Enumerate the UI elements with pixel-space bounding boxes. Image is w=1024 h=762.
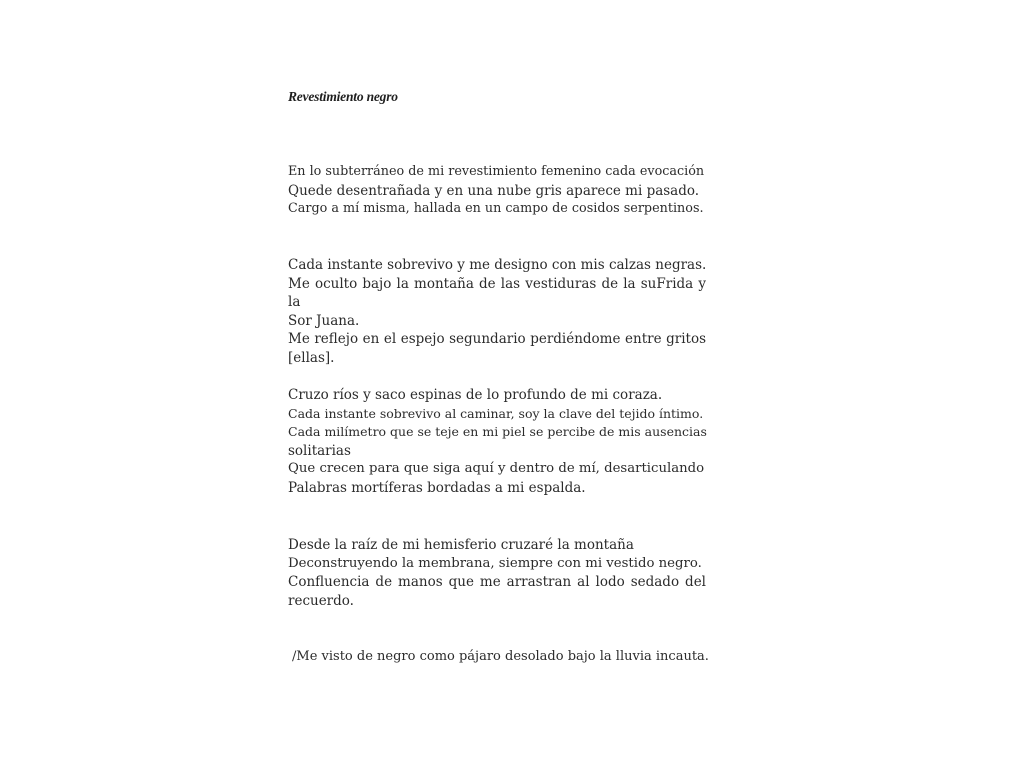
- stanza-3: [288, 386, 706, 498]
- poem-line: Cada instante sobrevivo al caminar, soy la clave del tejido íntimo.: [288, 405, 704, 421]
- poem-line: Sor Juana.: [288, 312, 360, 329]
- poem-line: Cruzo ríos y saco espinas de lo profundo de mi coraza.: [288, 387, 663, 403]
- poem-line: Palabras mortíferas bordadas a mi espalda.: [288, 479, 586, 496]
- poem-line: Confluencia de manos que me arrastran al lodo sedado del: [288, 574, 706, 591]
- stanza-4: [288, 536, 706, 610]
- poem-line: /Me visto de negro como pájaro desolado bajo la lluvia incauta.: [292, 649, 709, 664]
- poem-line: solitarias: [288, 442, 351, 459]
- poem-title: Revestimiento negro: [288, 89, 398, 104]
- stanza-5: [292, 648, 710, 667]
- poem-line: Cada milímetro que se teje en mi piel se percibe de mis ausencias: [288, 424, 707, 440]
- poem-line: Que crecen para que siga aquí y dentro de mí, desarticulando: [288, 461, 705, 477]
- poem-line: Deconstruyendo la membrana, siempre con mi vestido negro.: [288, 555, 702, 571]
- stanza-1: [288, 163, 706, 219]
- poem-line: Me oculto bajo la montaña de las vestiduras de la suFrida y la: [288, 275, 706, 311]
- stanza-2: [288, 256, 706, 368]
- poem-line: Cargo a mí misma, hallada en un campo de cosidos serpentinos.: [288, 201, 704, 217]
- poem-line: recuerdo.: [288, 592, 354, 609]
- poem-line: En lo subterráneo de mi revestimiento femenino cada evocación: [288, 164, 705, 179]
- poem-line: Quede desentrañada y en una nube gris aparece mi pasado.: [288, 182, 700, 199]
- poem-line: Me reflejo en el espejo segundario perdiéndome entre gritos: [288, 331, 706, 348]
- poem-line: [ellas].: [288, 349, 335, 366]
- poem-line: Desde la raíz de mi hemisferio cruzaré la montaña: [288, 537, 634, 553]
- poem-line: Cada instante sobrevivo y me designo con mis calzas negras.: [288, 257, 707, 273]
